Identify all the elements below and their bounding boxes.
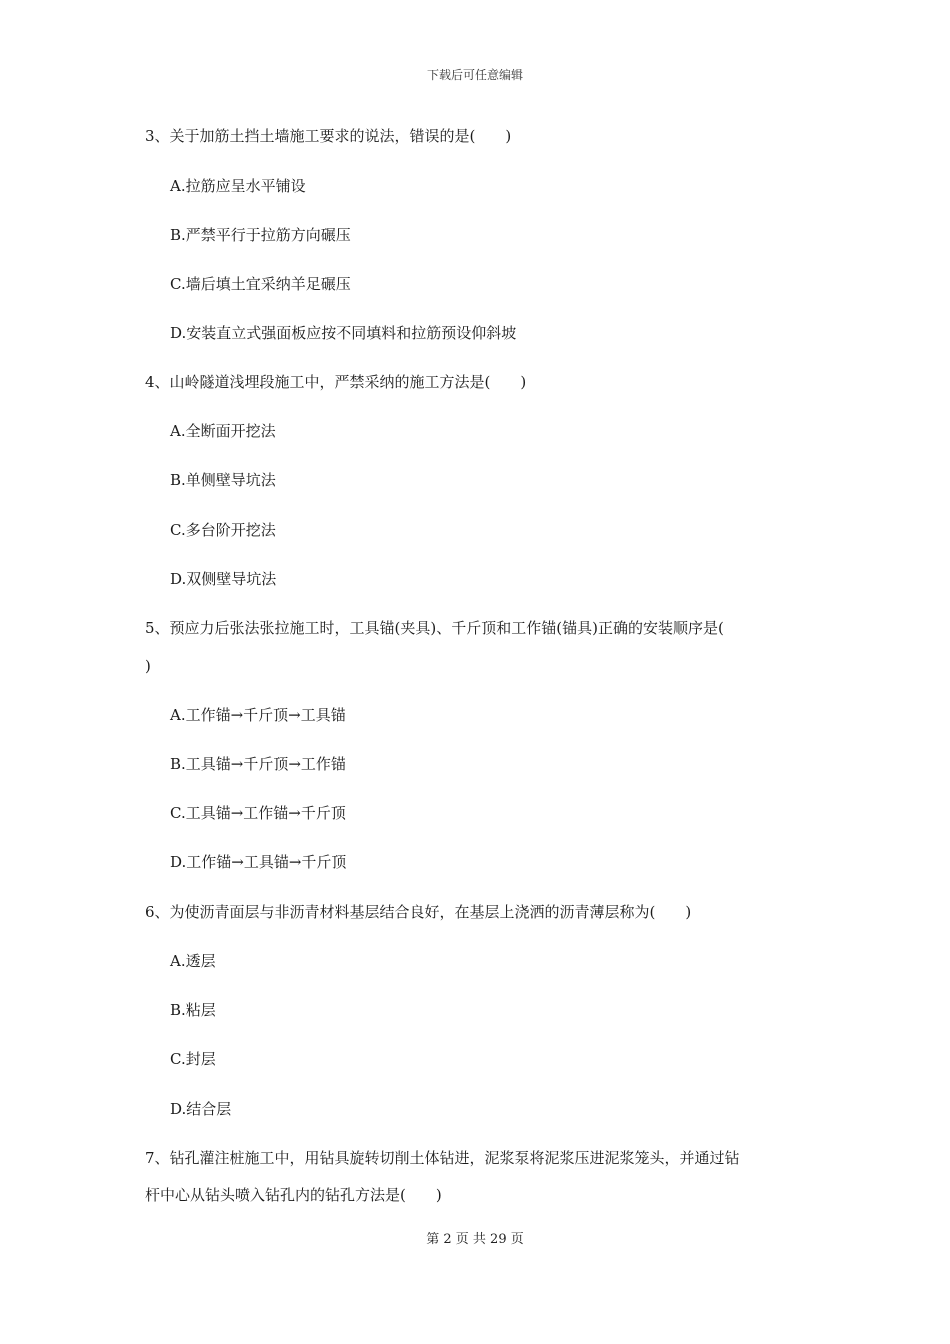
question-3-option-b: B.严禁平行于拉筋方向碾压 — [170, 226, 351, 244]
header-note: 下载后可任意编辑 — [426, 68, 523, 82]
question-5-stem-line-2: ) — [145, 657, 151, 675]
question-3-option-d: D.安装直立式强面板应按不同填料和拉筋预设仰斜坡 — [170, 324, 517, 342]
question-4-option-b: B.单侧壁导坑法 — [170, 471, 276, 489]
question-5-stem-line-1: 5、预应力后张法张拉施工时，工具锚(夹具)、千斤顶和工作锚(锚具)正确的安装顺序是( — [145, 619, 724, 637]
question-4-option-a: A.全断面开挖法 — [170, 422, 276, 440]
question-4-option-c: C.多台阶开挖法 — [170, 521, 276, 539]
question-5-option-d: D.工作锚→工具锚→千斤顶 — [170, 853, 347, 871]
question-6-option-a: A.透层 — [170, 952, 216, 970]
question-6-option-d: D.结合层 — [170, 1100, 232, 1118]
question-4-option-d: D.双侧壁导坑法 — [170, 570, 277, 588]
question-6-stem: 6、为使沥青面层与非沥青材料基层结合良好，在基层上浇洒的沥青薄层称为( ) — [145, 903, 692, 921]
question-6-option-b: B.粘层 — [170, 1001, 216, 1019]
question-6-option-c: C.封层 — [170, 1050, 216, 1068]
question-4-stem: 4、山岭隧道浅埋段施工中，严禁采纳的施工方法是( ) — [145, 373, 527, 391]
question-5-option-b: B.工具锚→千斤顶→工作锚 — [170, 755, 346, 773]
page-number: 第 2 页 共 29 页 — [426, 1232, 524, 1247]
question-5-option-c: C.工具锚→工作锚→千斤顶 — [170, 804, 346, 822]
question-5-option-a: A.工作锚→千斤顶→工具锚 — [170, 706, 346, 724]
question-7-stem-line-1: 7、钻孔灌注桩施工中，用钻具旋转切削土体钻进，泥浆泵将泥浆压进泥浆笼头，并通过钻 — [145, 1149, 740, 1167]
question-3-stem: 3、关于加筋土挡土墙施工要求的说法，错误的是( ) — [145, 127, 512, 145]
question-3-option-a: A.拉筋应呈水平铺设 — [170, 177, 306, 195]
question-3-option-c: C.墙后填土宜采纳羊足碾压 — [170, 275, 351, 293]
question-7-stem-line-2: 杆中心从钻头喷入钻孔内的钻孔方法是( ) — [145, 1186, 442, 1204]
